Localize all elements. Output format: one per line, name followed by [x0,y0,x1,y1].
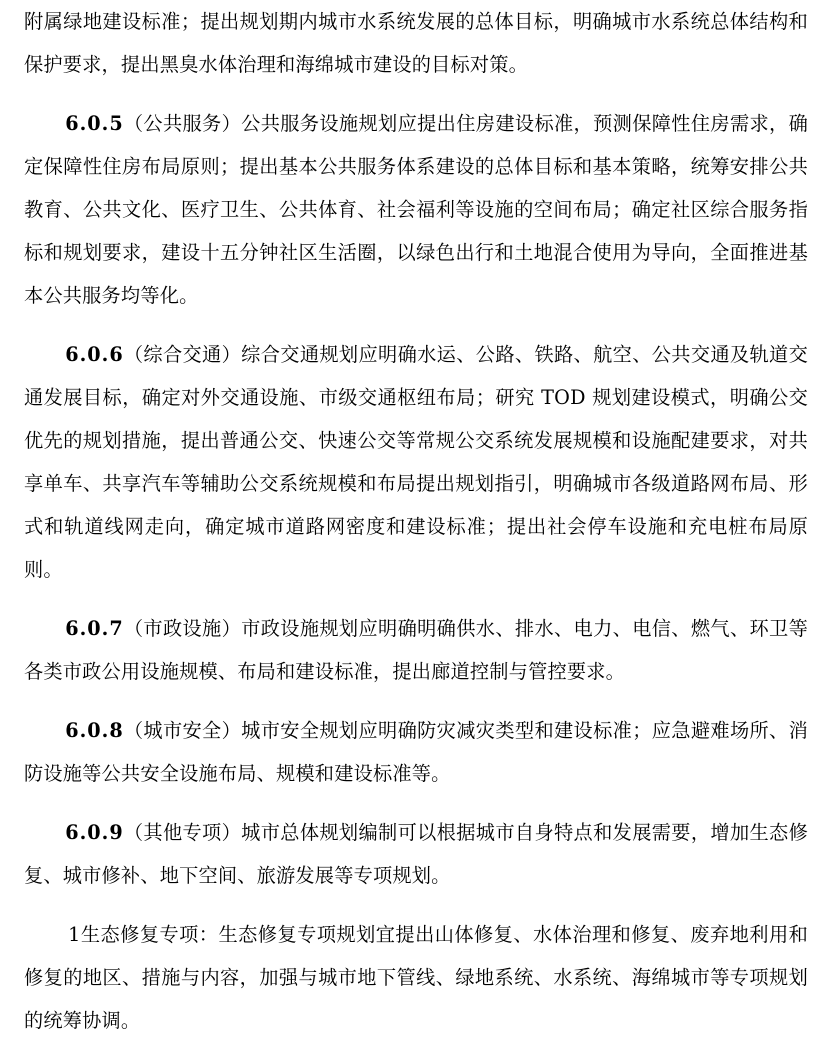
clause-number-6-0-7: 6.0.7 [65,617,124,640]
clause-number-6-0-9: 6.0.9 [65,821,124,844]
item-number-1: 1 [68,923,81,946]
clause-number-6-0-8: 6.0.8 [65,719,124,742]
clause-text-6-0-6: （综合交通）综合交通规划应明确水运、公路、铁路、航空、公共交通及轨道交通发展目标，确定对外交通设施、市级交通枢纽布局；研究 TOD 规划建设模式，明确公交优先的规划措施，提出普通公交、快速公交等常规公交系统发展规模和设施配建要求，对共享单车、共享汽车等辅助公交系统规模和布局提出规划指引，明确城市各级道路网布局、形式和轨道线网走向，确定城市道路网密度和建设标准；提出社会停车设施和充电桩布局原则。 [24,343,808,581]
paragraph-clause-6-0-6 [24,333,808,591]
paragraph-clause-6-0-9 [24,811,808,897]
item-text-1: 生态修复专项：生态修复专项规划宜提出山体修复、水体治理和修复、废弃地利用和修复的地区、措施与内容，加强与城市地下管线、绿地系统、水系统、海绵城市等专项规划的统筹协调。 [24,923,808,1032]
clause-text-6-0-7: （市政设施）市政设施规划应明确明确供水、排水、电力、电信、燃气、环卫等各类市政公用设施规模、布局和建设标准，提出廊道控制与管控要求。 [24,617,808,683]
clause-text-6-0-9: （其他专项）城市总体规划编制可以根据城市自身特点和发展需要，增加生态修复、城市修补、地下空间、旅游发展等专项规划。 [24,821,808,887]
clause-number-6-0-5: 6.0.5 [65,112,124,135]
clause-text-6-0-8: （城市安全）城市安全规划应明确防灾减灾类型和建设标准；应急避难场所、消防设施等公共安全设施布局、规模和建设标准等。 [24,719,808,785]
clause-number-6-0-6: 6.0.6 [65,343,124,366]
paragraph-clause-6-0-7 [24,607,808,693]
paragraph-item-1 [24,913,808,1042]
paragraph-clause-6-0-5 [24,102,808,317]
clause-text-6-0-5: （公共服务）公共服务设施规划应提出住房建设标准，预测保障性住房需求，确定保障性住房布局原则；提出基本公共服务体系建设的总体目标和基本策略，统筹安排公共教育、公共文化、医疗卫生、公共体育、社会福利等设施的空间布局；确定社区综合服务指标和规划要求，建设十五分钟社区生活圈，以绿色出行和土地混合使用为导向，全面推进基本公共服务均等化。 [24,112,808,307]
paragraph-continuation: 附属绿地建设标准；提出规划期内城市水系统发展的总体目标，明确城市水系统总体结构和保护要求，提出黑臭水体治理和海绵城市建设的目标对策。 [24,10,808,76]
paragraph-clause-6-0-8 [24,709,808,795]
